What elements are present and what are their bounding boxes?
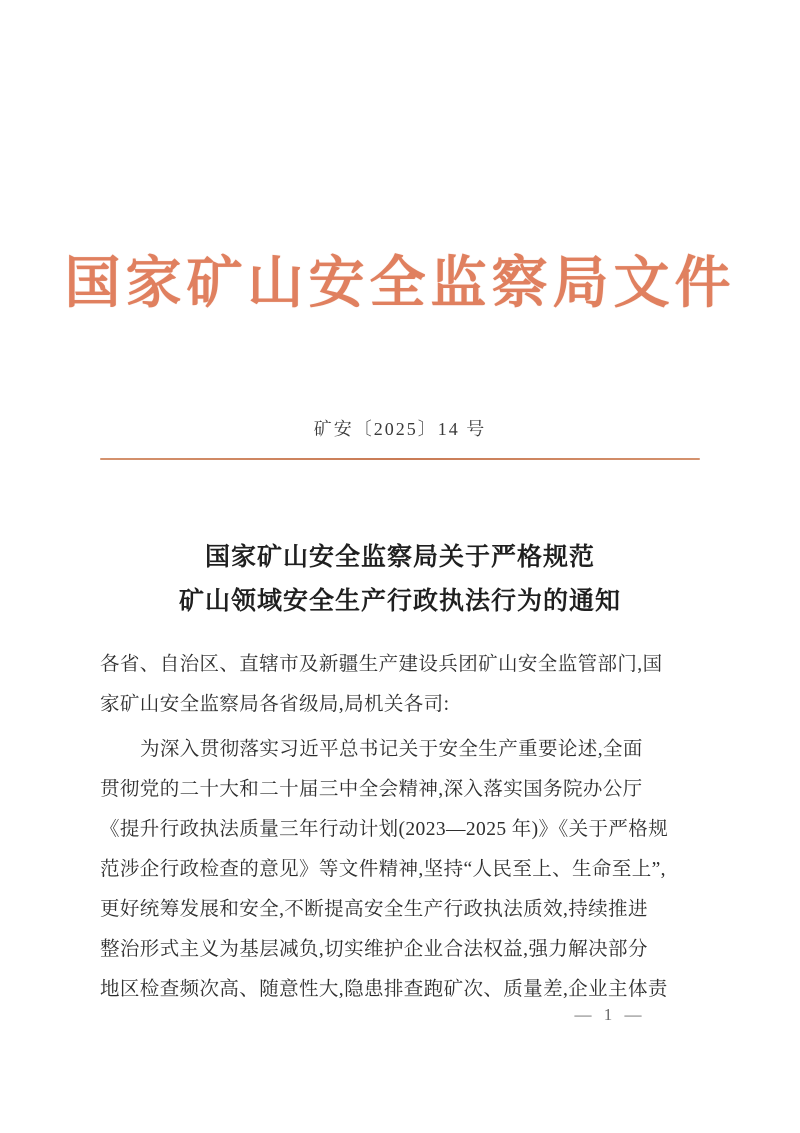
body-paragraph-line: 整治形式主义为基层减负,切实维护企业合法权益,强力解决部分 bbox=[100, 939, 648, 960]
document-title bbox=[0, 536, 800, 624]
body-paragraph-line: 为深入贯彻落实习近平总书记关于安全生产重要论述,全面 bbox=[140, 739, 643, 760]
body-paragraph-line: 贯彻党的二十大和二十届三中全会精神,深入落实国务院办公厅 bbox=[100, 779, 643, 800]
header-separator-rule bbox=[100, 458, 700, 460]
document-body bbox=[100, 645, 704, 1010]
document-title-line-1: 国家矿山安全监察局关于严格规范 bbox=[204, 544, 595, 571]
document-serial-number: 矿安〔2025〕14 号 bbox=[313, 419, 487, 439]
body-paragraph-line: 范涉企行政检查的意见》等文件精神,坚持“人民至上、生命至上”, bbox=[100, 859, 666, 880]
masthead bbox=[0, 255, 800, 314]
body-paragraph-line: 《提升行政执法质量三年行动计划(2023—2025 年)》《关于严格规 bbox=[100, 819, 669, 840]
body-paragraph-line: 地区检查频次高、随意性大,隐患排查跑矿次、质量差,企业主体责 bbox=[100, 979, 668, 1000]
body-paragraph-line: 更好统筹发展和安全,不断提高安全生产行政执法质效,持续推进 bbox=[100, 899, 648, 920]
recipient-line: 家矿山安全监察局各省级局,局机关各司: bbox=[100, 694, 450, 715]
masthead-title: 国家矿山安全监察局文件 bbox=[64, 253, 736, 315]
document-title-line-2: 矿山领域安全生产行政执法行为的通知 bbox=[178, 588, 621, 615]
page-number: — 1 — bbox=[574, 1005, 646, 1024]
page-number-footer bbox=[0, 1005, 800, 1025]
recipient-line: 各省、自治区、直辖市及新疆生产建设兵团矿山安全监管部门,国 bbox=[100, 654, 663, 675]
